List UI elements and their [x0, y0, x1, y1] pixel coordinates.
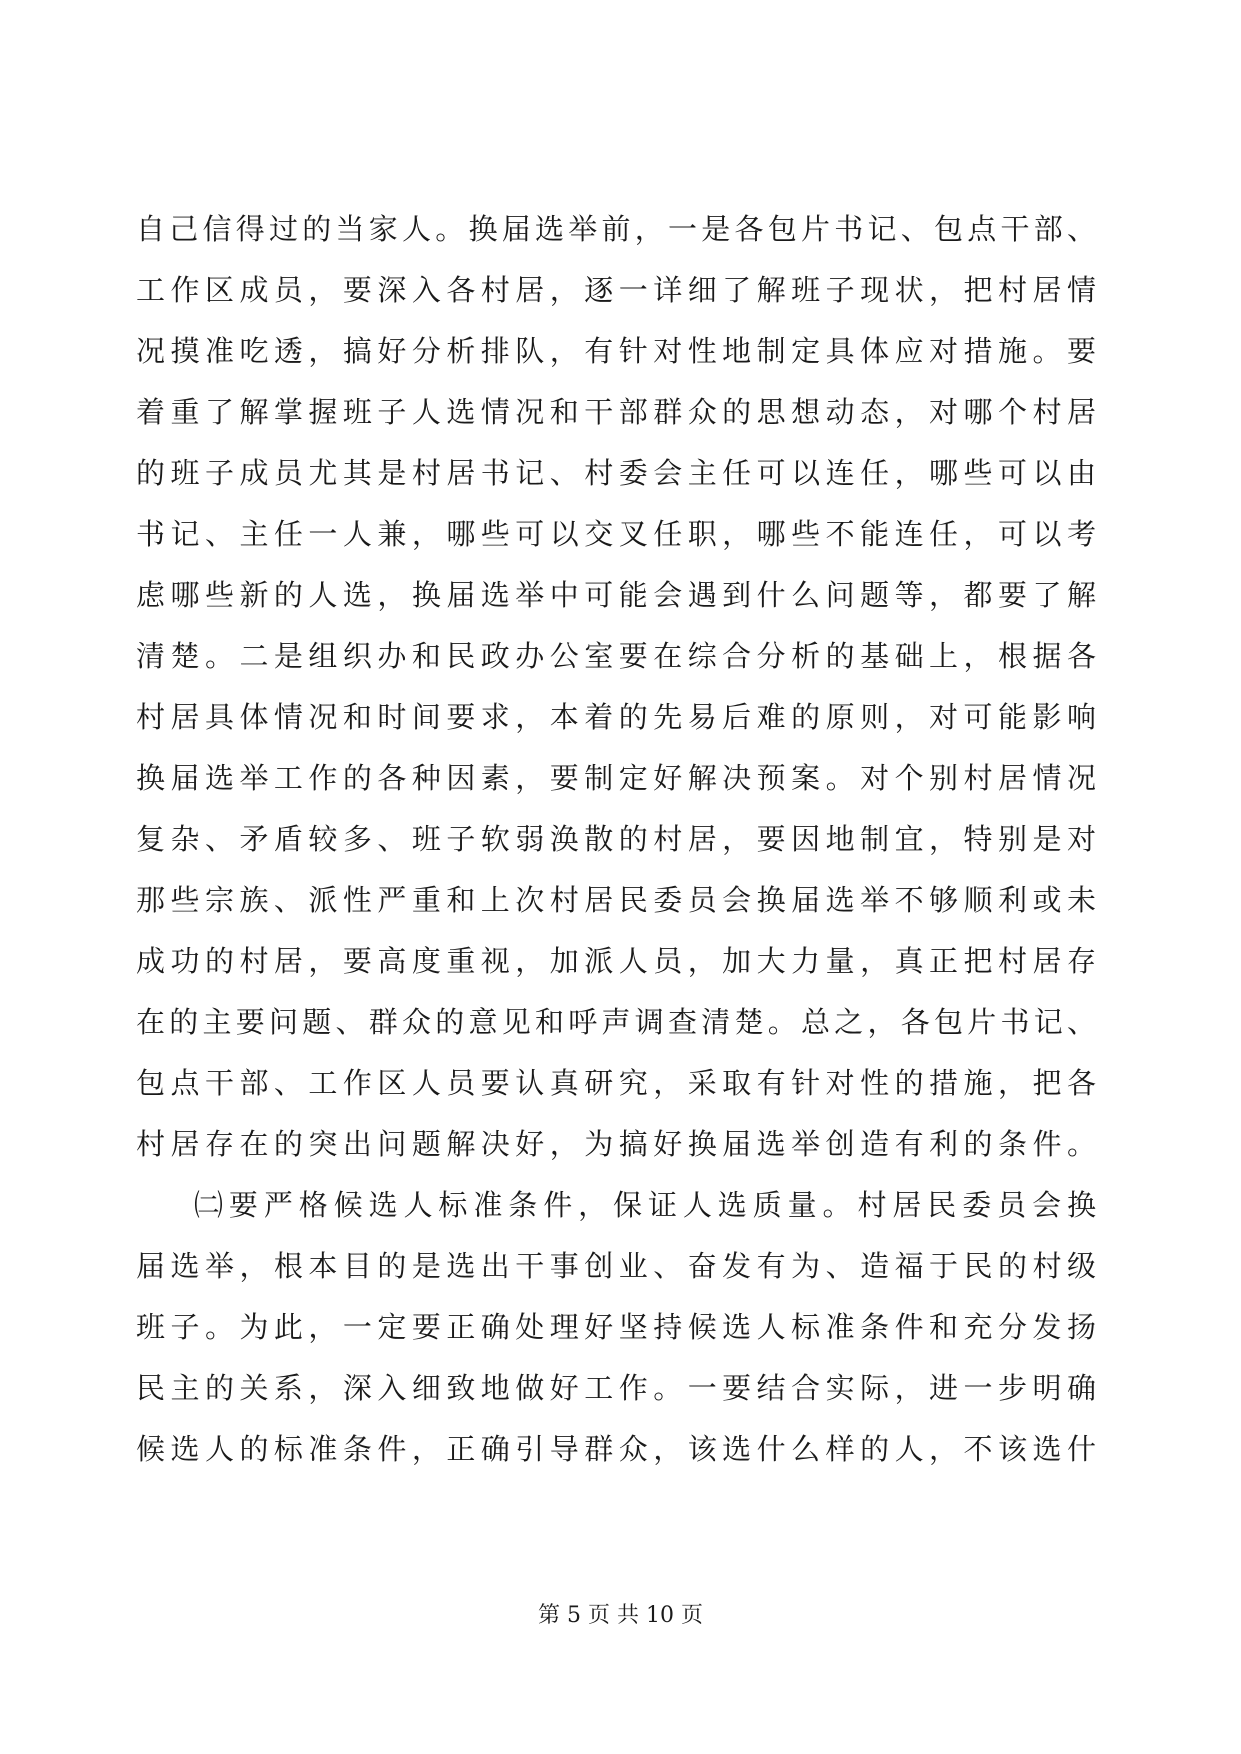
text-line: 清楚。二是组织办和民政办公室要在综合分析的基础上，根据各 [136, 639, 1096, 673]
text-line: 成功的村居，要高度重视，加派人员，加大力量，真正把村居存 [136, 944, 1096, 978]
text-line: 自己信得过的当家人。换届选举前，一是各包片书记、包点干部、 [136, 212, 1096, 246]
text-line: 班子。为此，一定要正确处理好坚持候选人标准条件和充分发扬 [136, 1310, 1096, 1344]
text-line: 换届选举工作的各种因素，要制定好解决预案。对个别村居情况 [136, 761, 1096, 795]
text-line: 那些宗族、派性严重和上次村居民委员会换届选举不够顺利或未 [136, 883, 1096, 917]
text-line: 的班子成员尤其是村居书记、村委会主任可以连任，哪些可以由 [136, 456, 1096, 490]
text-line: 着重了解掌握班子人选情况和干部群众的思想动态，对哪个村居 [136, 395, 1096, 429]
text-line: 复杂、矛盾较多、班子软弱涣散的村居，要因地制宜，特别是对 [136, 822, 1096, 856]
text-line: 民主的关系，深入细致地做好工作。一要结合实际，进一步明确 [136, 1371, 1096, 1405]
text-line: 在的主要问题、群众的意见和呼声调查清楚。总之，各包片书记、 [136, 1005, 1096, 1039]
text-line: 书记、主任一人兼，哪些可以交叉任职，哪些不能连任，可以考 [136, 517, 1096, 551]
text-line: 届选举，根本目的是选出干事创业、奋发有为、造福于民的村级 [136, 1249, 1096, 1283]
text-line: 候选人的标准条件，正确引导群众，该选什么样的人，不该选什 [136, 1432, 1096, 1466]
text-line: ㈡要严格候选人标准条件，保证人选质量。村居民委员会换 [194, 1188, 1096, 1222]
text-line: 况摸准吃透，搞好分析排队，有针对性地制定具体应对措施。要 [136, 334, 1096, 368]
text-line: 包点干部、工作区人员要认真研究，采取有针对性的措施，把各 [136, 1066, 1096, 1100]
page-number-footer: 第 5 页 共 10 页 [538, 1603, 703, 1628]
text-line: 村居存在的突出问题解决好，为搞好换届选举创造有利的条件。 [136, 1127, 1096, 1161]
text-line: 虑哪些新的人选，换届选举中可能会遇到什么问题等，都要了解 [136, 578, 1096, 612]
text-line: 村居具体情况和时间要求，本着的先易后难的原则，对可能影响 [136, 700, 1096, 734]
text-line: 工作区成员，要深入各村居，逐一详细了解班子现状，把村居情 [136, 273, 1096, 307]
body-text [136, 199, 1096, 1480]
